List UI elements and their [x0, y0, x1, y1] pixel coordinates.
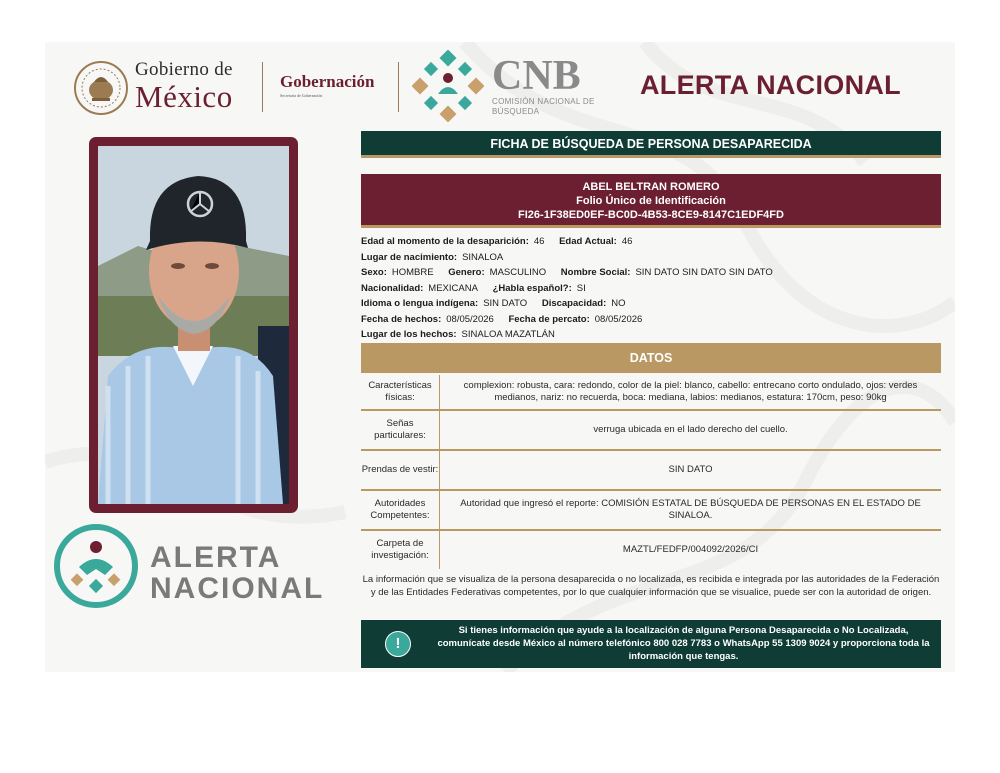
header-divider [398, 62, 399, 112]
row-label: Prendas de vestir: [361, 451, 440, 489]
datos-header: DATOS [361, 343, 941, 373]
fact-label: Fecha de hechos: [361, 313, 442, 325]
cnb-emblem-icon [412, 50, 484, 122]
facts-row [361, 281, 785, 297]
fact-label: Discapacidad: [541, 298, 607, 309]
facts-row [361, 265, 785, 281]
fact-value: NO [611, 298, 626, 309]
gobernacion-logo [280, 72, 374, 98]
fact-value: SINALOA [462, 251, 504, 263]
fact-value: 46 [533, 236, 545, 247]
row-label: Características físicas: [361, 375, 440, 409]
fact-label: Lugar de los hechos: [361, 329, 457, 340]
facts-row [361, 296, 785, 312]
table-row [361, 375, 941, 411]
disclaimer-text: La información que se visualiza de la persona desaparecida o no localizada, es recibida e integrada por las autoridades de la Federación y de las Entidades Federativas competentes, por lo que cualquier información que se visualice, puede ser con la autoridad de origen. [362, 574, 940, 598]
fact-label: Nacionalidad: [361, 282, 424, 294]
person-name: ABEL BELTRAN ROMERO [582, 181, 720, 193]
fact-value: 46 [621, 236, 633, 247]
fact-value: SINALOA MAZATLÁN [461, 329, 555, 340]
contact-info-bar [361, 620, 941, 668]
row-label: Carpeta de investigación: [361, 531, 440, 569]
gobierno-de-mexico-logo [135, 60, 233, 112]
person-photo [98, 146, 289, 504]
folio-value: FI26-1F38ED0EF-BC0D-4B53-8CE9-8147C1EDF4FD [518, 209, 784, 221]
gobernacion-title: Gobernación [280, 72, 375, 91]
fact-value: MEXICANA [428, 282, 478, 294]
person-facts [361, 234, 785, 343]
alerta-nacional-emblem-icon [53, 523, 139, 609]
facts-row [361, 312, 785, 328]
row-label: Señas particulares: [361, 411, 440, 449]
facts-row [361, 234, 785, 250]
fact-value: SIN DATO [483, 298, 528, 309]
header-divider [262, 62, 263, 112]
alerta-nacional-title: ALERTA NACIONAL [640, 70, 901, 100]
fact-label: Idioma o lengua indígena: [361, 298, 479, 309]
exclamation-icon: ! [385, 631, 411, 657]
gobernacion-subtitle: Secretaría de Gobernación [280, 93, 323, 98]
fact-label: Edad Actual: [559, 236, 617, 247]
form-title: FICHA DE BÚSQUEDA DE PERSONA DESAPARECIDA [361, 131, 941, 158]
table-row [361, 531, 941, 569]
escudo-nacional-icon [72, 60, 130, 116]
fact-label: Nombre Social: [560, 267, 631, 278]
wordmark-line1: ALERTA [150, 541, 282, 574]
fact-value: 08/05/2026 [594, 313, 643, 325]
cnb-acronym: CNB [492, 53, 581, 99]
cnb-logo [492, 55, 612, 117]
person-header [361, 174, 941, 228]
facts-row [361, 250, 785, 266]
fact-label: Sexo: [361, 267, 387, 278]
fact-label: Genero: [448, 267, 485, 278]
fact-label: Edad al momento de la desaparición: [361, 236, 529, 247]
wordmark-line2: NACIONAL [150, 572, 325, 605]
fact-value: SI [576, 282, 586, 294]
cnb-full-name: COMISIÓN NACIONAL DE BÚSQUEDA [492, 97, 595, 116]
fact-label: Fecha de percato: [508, 313, 590, 325]
fact-label: ¿Habla español?: [492, 282, 572, 294]
row-value: SIN DATO [668, 463, 713, 475]
row-value: MAZTL/FEDFP/004092/2026/CI [622, 543, 759, 555]
fact-value: 08/05/2026 [446, 313, 494, 325]
contact-info-text: Si tienes información que ayude a la localización de alguna Persona Desaparecida o No Localizada, comunícate desde México al número telefónico 800 028 7783 o WhatsApp 55 1309 9024 y proporciona toda la información que tengas. [437, 625, 930, 662]
table-row [361, 491, 941, 531]
facts-row [361, 327, 785, 343]
datos-table [361, 375, 941, 569]
fact-value: MASCULINO [489, 267, 547, 278]
row-label: Autoridades Competentes: [361, 491, 440, 529]
fact-value: HOMBRE [391, 267, 434, 278]
table-row [361, 451, 941, 491]
row-value: Autoridad que ingresó el reporte: COMISIÓN ESTATAL DE BÚSQUEDA DE PERSONAS EN EL ESTADO DE SINALOA. [460, 497, 921, 521]
gob-line1: Gobierno de [135, 59, 233, 80]
row-value: verruga ubicada en el lado derecho del cuello. [593, 423, 788, 435]
fact-label: Lugar de nacimiento: [361, 251, 458, 263]
fact-value: SIN DATO SIN DATO SIN DATO [635, 267, 773, 278]
folio-label: Folio Único de Identificación [576, 195, 726, 207]
table-row [361, 411, 941, 451]
row-value: complexion: robusta, cara: redondo, color de la piel: blanco, cabello: entrecano corto ondulado, ojos: verdes medianos, nariz: no recuerda, boca: mediana, labios: medianos, estatura: 170cm, peso: 90kg [463, 379, 918, 403]
alerta-nacional-wordmark [150, 542, 324, 604]
gob-line2: México [135, 79, 233, 114]
